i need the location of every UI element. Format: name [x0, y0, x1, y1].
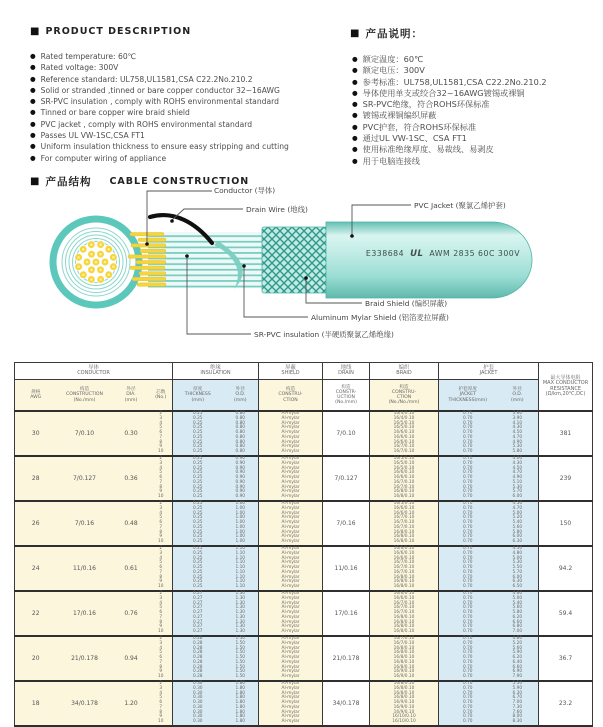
- table-cell: 7/0.10: [323, 411, 370, 456]
- table-cell: 26: [15, 501, 57, 546]
- table-cell: 4.00 4.30 4.50 4.70 4.90 5.10 5.30 5.70 6.00: [497, 456, 539, 501]
- table-cell: 2 3 4 5 6 7 8 9 10: [150, 636, 173, 681]
- list-item: ● Rated temperature: 60℃: [30, 52, 137, 61]
- table-cell: 11/0.16: [323, 546, 370, 591]
- list-item: ● Solid or stranded ,tinned or bare copper conductor 32~16AWG: [30, 85, 280, 95]
- table-cell: 0.70 0.70 0.70 0.70 0.70 0.70 0.70 0.70 0.70: [439, 546, 497, 591]
- bullet-icon: ●: [30, 97, 36, 106]
- table-cell: 2 3 4 5 6 7 8 9 10: [150, 501, 173, 546]
- table-row-awg-30: [15, 411, 593, 456]
- bullet-icon: ●: [30, 74, 36, 83]
- list-item: ● 使用标准绝缘厚度、易裁线、易剥皮: [352, 144, 494, 155]
- table-cell: 7/0.10: [57, 411, 113, 456]
- product-description-cn-title-text: 产品说明：: [365, 28, 423, 40]
- group-header-shield: 屏蔽 SHIELD: [259, 363, 323, 380]
- table-cell: 0.70 0.70 0.70 0.70 0.70 0.70 0.70 0.70 0.70: [439, 591, 497, 636]
- table-cell: 1.80 1.80 1.80 1.80 1.80 1.80 1.80 1.80 1.80: [223, 681, 259, 726]
- group-header-conductor: 导体 CONDUCTOR: [15, 363, 173, 380]
- table-cell: 1.30 1.30 1.30 1.30 1.30 1.30 1.30 1.30 1.30: [223, 591, 259, 636]
- bullet-icon: ●: [30, 119, 36, 128]
- table-cell: 239: [539, 456, 593, 501]
- table-cell: 7/0.127: [323, 456, 370, 501]
- table-subheader-row: [15, 380, 593, 412]
- list-item: ● 导体使用单支或绞合32~16AWG镀锡或裸铜: [352, 87, 525, 98]
- table-cell: 0.70 0.70 0.70 0.70 0.70 0.70 0.70 0.70 0.70: [439, 411, 497, 456]
- table-cell: 34/0.178: [57, 681, 113, 726]
- table-cell: 4.50 4.80 5.00 5.30 5.50 5.70 6.00 6.30 6.50: [497, 546, 539, 591]
- table-cell: 34/0.178: [323, 681, 370, 726]
- cable-marking-cert: E338684: [365, 249, 405, 258]
- table-cell: 0.36: [113, 456, 150, 501]
- cable-cross-section: [53, 219, 139, 305]
- product-description-title-text: PRODUCT DESCRIPTION: [45, 26, 192, 37]
- bullet-icon: ●: [352, 88, 358, 97]
- bullet-icon: ●: [352, 145, 358, 154]
- list-item: ● Rated voltage: 300V: [30, 63, 119, 73]
- square-bullet-icon: ■: [30, 175, 40, 187]
- bullet-icon: ●: [352, 100, 358, 109]
- table-cell: 0.94: [113, 636, 150, 681]
- bullet-icon: ●: [30, 85, 36, 94]
- header-max-conductor-resistance: 最大导体电阻 MAX CONDUCTOR RESISTANCE (Ω/km,20℃,DC): [539, 363, 593, 412]
- table-cell: 0.76: [113, 591, 150, 636]
- list-item: ● 额定电压：300V: [352, 65, 425, 76]
- list-item: ● SR-PVC insulation , comply with ROHS environmental standard: [30, 97, 279, 107]
- bullet-icon: ●: [30, 131, 36, 140]
- list-item: ● 通过UL VW-1SC、CSA FT1: [352, 133, 467, 144]
- bullet-icon: ●: [30, 63, 36, 72]
- bullet-icon: ●: [30, 108, 36, 117]
- table-cell: 0.30 0.30 0.30 0.30 0.30 0.30 0.30 0.30 0.30: [173, 681, 223, 726]
- table-cell: 2 3 4 5 6 7 8 9 10: [150, 456, 173, 501]
- list-item: ● SR-PVC绝缘，符合ROHS环保标准: [352, 99, 490, 110]
- table-cell: 0.48: [113, 501, 150, 546]
- list-item: ● 额定温度：60℃: [352, 54, 424, 64]
- table-cell: 2 3 4 5 6 7 8 9 10: [150, 591, 173, 636]
- table-cell: 1.20: [113, 681, 150, 726]
- table-row-awg-22: [15, 591, 593, 636]
- group-header-jacket: 护套 JACKET: [439, 363, 539, 380]
- table-cell: Al-mylar Al-mylar Al-mylar Al-mylar Al-mylar Al-mylar Al-mylar Al-mylar Al-mylar: [259, 456, 323, 501]
- table-cell: Al-mylar Al-mylar Al-mylar Al-mylar Al-mylar Al-mylar Al-mylar Al-mylar Al-mylar: [259, 546, 323, 591]
- list-item: ● 用于电脑连接线: [352, 155, 420, 166]
- table-row-awg-18: [15, 681, 593, 726]
- table-cell: Al-mylar Al-mylar Al-mylar Al-mylar Al-mylar Al-mylar Al-mylar Al-mylar Al-mylar: [259, 591, 323, 636]
- table-cell: 18: [15, 681, 57, 726]
- table-cell: Al-mylar Al-mylar Al-mylar Al-mylar Al-mylar Al-mylar Al-mylar Al-mylar Al-mylar: [259, 501, 323, 546]
- list-item: ● PVC护套，符合ROHS环保标准: [352, 121, 477, 132]
- subheader-col-0: 规格 AWG: [15, 380, 57, 412]
- list-item: ● 参考标准：UL758,UL1581,CSA C22.2No.210.2: [352, 76, 547, 87]
- table-cell: 0.70 0.70 0.70 0.70 0.70 0.70 0.70 0.70 0.70: [439, 501, 497, 546]
- ul-logo-icon: UL: [410, 249, 424, 259]
- bullet-icon: ●: [352, 122, 358, 131]
- table-cell: 7/0.16: [323, 501, 370, 546]
- table-cell: 21/0.178: [323, 636, 370, 681]
- table-cell: 17/0.16: [57, 591, 113, 636]
- table-cell: 0.27 0.27 0.27 0.27 0.27 0.27 0.27 0.27 0.27: [173, 591, 223, 636]
- spec-table-body: [15, 411, 593, 726]
- table-cell: 0.25 0.25 0.25 0.25 0.25 0.25 0.25 0.25 0.25: [173, 411, 223, 456]
- subheader-col-6: 构造 CONSTRU- CTION: [259, 380, 323, 412]
- label-braid-shield: Braid Shield (编织屏蔽): [365, 299, 448, 308]
- table-cell: 0.28 0.28 0.28 0.28 0.28 0.28 0.28 0.28 0.28: [173, 636, 223, 681]
- table-row-awg-24: [15, 546, 593, 591]
- table-cell: 3.60 3.90 4.10 4.30 4.50 4.70 4.90 5.30 5.80: [497, 411, 539, 456]
- table-cell: 4.80 5.20 5.60 5.90 6.20 6.40 6.60 6.90 7.90: [497, 636, 539, 681]
- label-pvc-jacket: PVC Jacket (聚氯乙烯护套): [414, 201, 506, 210]
- table-cell: 2 3 4 5 6 7 8 9 10: [150, 411, 173, 456]
- group-header-insulation: 绝缘 INSULATION: [173, 363, 259, 380]
- list-item: ● Reference standard: UL758,UL1581,CSA C22.2No.210.2: [30, 74, 253, 84]
- table-cell: 0.25 0.25 0.25 0.25 0.25 0.25 0.25 0.25 0.25: [173, 546, 223, 591]
- table-cell: 21/0.178: [57, 636, 113, 681]
- subheader-col-8: 构造 CONSTRU- CTION (No./No./mm): [370, 380, 439, 412]
- table-cell: 4.60 5.00 5.40 5.60 5.80 6.20 6.60 6.80 7.00: [497, 591, 539, 636]
- list-item: ● 镀锡或裸铜编织屏蔽: [352, 110, 437, 121]
- bullet-icon: ●: [30, 52, 36, 60]
- table-cell: 94.2: [539, 546, 593, 591]
- table-cell: 0.70 0.70 0.70 0.70 0.70 0.70 0.70 0.70 0.70: [439, 636, 497, 681]
- bullet-icon: ●: [352, 156, 358, 165]
- subheader-col-9: 护套厚度 JACKET THICKNESS(mm): [439, 380, 497, 412]
- bullet-icon: ●: [352, 111, 358, 120]
- list-item: ● Passes UL VW-1SC,CSA FT1: [30, 131, 145, 141]
- bullet-icon: ●: [30, 153, 36, 162]
- table-cell: 0.25 0.25 0.25 0.25 0.25 0.25 0.25 0.25 0.25: [173, 501, 223, 546]
- table-cell: 7/0.127: [57, 456, 113, 501]
- table-cell: 16/7/0.10 16/7/0.10 16/8/0.10 16/8/0.10 16/8/0.10 16/8/0.10 16/8/0.10 16/9/0.10 16/9/0.10: [370, 636, 439, 681]
- square-bullet-icon: ■: [350, 27, 360, 39]
- table-cell: 0.25 0.25 0.25 0.25 0.25 0.25 0.25 0.25 0.25: [173, 456, 223, 501]
- table-cell: 16/6/0.10 16/6/0.10 16/6/0.10 16/7/0.10 16/7/0.10 16/7/0.10 16/8/0.10 16/8/0.10 16/8/0.10: [370, 546, 439, 591]
- table-cell: 0.70 0.70 0.70 0.70 0.70 0.70 0.70 0.70 0.70: [439, 456, 497, 501]
- label-aluminum-mylar-shield: Aluminum Mylar Shield (铝箔麦拉屏蔽): [311, 313, 449, 322]
- table-row-awg-20: [15, 636, 593, 681]
- table-cell: 36.7: [539, 636, 593, 681]
- table-cell: 0.61: [113, 546, 150, 591]
- list-item: ● Tinned or bare copper wire braid shield: [30, 108, 190, 118]
- bullet-icon: ●: [352, 134, 358, 143]
- subheader-col-5: 外径 O.D. (mm): [223, 380, 259, 412]
- table-group-header-row: [15, 363, 593, 380]
- bullet-icon: ●: [352, 55, 358, 63]
- square-bullet-icon: ■: [30, 25, 40, 37]
- subheader-col-3: 芯数 (No.): [150, 380, 173, 412]
- product-description-cn-list: [352, 54, 547, 167]
- table-cell: 0.30: [113, 411, 150, 456]
- table-row-awg-26: [15, 501, 593, 546]
- label-sr-pvc-insulation: SR-PVC insulation (半硬质聚氯乙烯绝缘): [254, 330, 394, 339]
- group-header-drain: 地线 DRAIN: [323, 363, 370, 380]
- table-cell: 24: [15, 546, 57, 591]
- table-cell: 22: [15, 591, 57, 636]
- table-cell: 16/8/0.10 16/8/0.10 16/8/0.10 16/8/0.10 16/9/0.10 16/9/0.10 16/9/0.10 16/10/0.10 16/10/0.10: [370, 681, 439, 726]
- table-cell: 2 3 4 5 6 7 8 9 10: [150, 681, 173, 726]
- product-description-list: [30, 51, 289, 164]
- table-row-awg-28: [15, 456, 593, 501]
- spec-table: [14, 362, 593, 727]
- table-cell: Al-mylar Al-mylar Al-mylar Al-mylar Al-mylar Al-mylar Al-mylar Al-mylar Al-mylar: [259, 681, 323, 726]
- table-cell: 0.80 0.80 0.80 0.80 0.80 0.80 0.80 0.80 0.80: [223, 411, 259, 456]
- table-cell: 17/0.16: [323, 591, 370, 636]
- list-item: ● PVC jacket , comply with ROHS environmental standard: [30, 119, 253, 129]
- subheader-col-4: 厚度 THICKNESS (mm): [173, 380, 223, 412]
- table-cell: 4.50 4.70 5.00 5.20 5.40 5.60 5.80 6.00 6.30: [497, 501, 539, 546]
- table-cell: 16/4/0.10 16/4/0.10 16/5/0.10 16/5/0.10 16/6/0.10 16/6/0.10 16/6/0.10 16/7/0.10 16/7/0.10: [370, 411, 439, 456]
- bullet-icon: ●: [30, 142, 36, 151]
- table-cell: 16/6/0.10 16/6/0.10 16/7/0.10 16/7/0.10 16/7/0.10 16/8/0.10 16/8/0.10 16/8/0.10 16/8/0.10: [370, 591, 439, 636]
- construction-title-en: CABLE CONSTRUCTION: [109, 176, 250, 187]
- table-cell: 0.90 0.90 0.90 0.90 0.90 0.90 0.90 0.90 0.90: [223, 456, 259, 501]
- table-cell: 1.10 1.10 1.10 1.10 1.10 1.10 1.10 1.10 1.10: [223, 546, 259, 591]
- table-cell: 1.50 1.50 1.50 1.50 1.50 1.50 1.50 1.50 1.50: [223, 636, 259, 681]
- table-cell: 20: [15, 636, 57, 681]
- label-conductor: Conductor (导体): [214, 186, 276, 195]
- table-cell: Al-mylar Al-mylar Al-mylar Al-mylar Al-mylar Al-mylar Al-mylar Al-mylar Al-mylar: [259, 411, 323, 456]
- list-item: ● Uniform insulation thickness to ensure easy stripping and cutting: [30, 142, 289, 152]
- table-cell: 59.4: [539, 591, 593, 636]
- group-header-braid: 编织 BRAID: [370, 363, 439, 380]
- table-cell: 16/5/0.10 16/5/0.10 16/5/0.10 16/6/0.10 16/6/0.10 16/7/0.10 16/7/0.10 16/8/0.10 16/8/0.10: [370, 456, 439, 501]
- table-cell: 28: [15, 456, 57, 501]
- subheader-col-1: 构造 CONSTRUCTION (No./mm): [57, 380, 113, 412]
- table-cell: 7/0.16: [57, 501, 113, 546]
- cable-marking-spec: AWM 2835 60C 300V: [429, 249, 521, 258]
- table-cell: 16/5/0.10 16/6/0.10 16/6/0.10 16/7/0.10 16/7/0.10 16/7/0.10 16/8/0.10 16/8/0.10 16/8/0.10: [370, 501, 439, 546]
- product-description-cn-title: [350, 26, 423, 41]
- subheader-col-2: 外径 DIA. (mm): [113, 380, 150, 412]
- table-cell: 30: [15, 411, 57, 456]
- subheader-col-10: 外径 O.D. (mm): [497, 380, 539, 412]
- table-cell: 0.70 0.70 0.70 0.70 0.70 0.70 0.70 0.70 0.70: [439, 681, 497, 726]
- table-cell: 381: [539, 411, 593, 456]
- subheader-col-7: 构造 CONSTR- UCTION (No./mm): [323, 380, 370, 412]
- product-description-title: [30, 26, 191, 37]
- cable-marking: [350, 249, 536, 259]
- table-cell: 11/0.16: [57, 546, 113, 591]
- table-cell: 2 3 4 5 6 7 8 9 10: [150, 546, 173, 591]
- table-cell: Al-mylar Al-mylar Al-mylar Al-mylar Al-mylar Al-mylar Al-mylar Al-mylar Al-mylar: [259, 636, 323, 681]
- label-drain-wire: Drain Wire (地线): [246, 205, 308, 214]
- list-item: ● For computer wiring of appliance: [30, 153, 167, 163]
- table-cell: 5.50 5.90 6.30 6.70 7.00 7.30 7.60 8.00 8.30: [497, 681, 539, 726]
- bullet-icon: ●: [352, 66, 358, 75]
- table-cell: 1.00 1.00 1.00 1.00 1.00 1.00 1.00 1.00 1.00: [223, 501, 259, 546]
- table-cell: 23.2: [539, 681, 593, 726]
- construction-title-cn: 产品结构: [45, 176, 92, 188]
- table-cell: 150: [539, 501, 593, 546]
- bullet-icon: ●: [352, 77, 358, 86]
